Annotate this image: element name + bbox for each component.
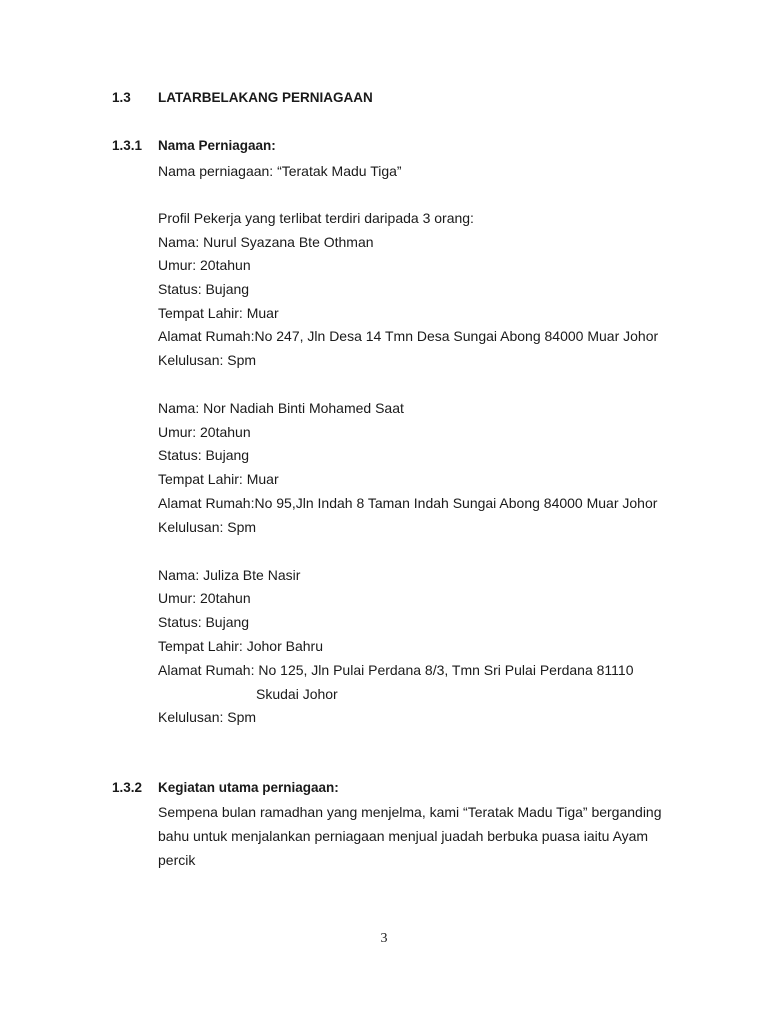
subsection-number-1: 1.3.1 xyxy=(112,138,143,153)
section-title: LATARBELAKANG PERNIAGAAN xyxy=(158,90,373,105)
worker-3-umur: Umur: 20tahun xyxy=(158,590,251,606)
worker-2-alamat: Alamat Rumah:No 95,Jln Indah 8 Taman Indah Sungai Abong 84000 Muar Johor xyxy=(158,495,658,511)
worker-3-status: Status: Bujang xyxy=(158,614,250,630)
worker-1-kelulusan: Kelulusan: Spm xyxy=(158,352,257,368)
worker-3-kelulusan: Kelulusan: Spm xyxy=(158,709,257,725)
worker-1-tempat-lahir: Tempat Lahir: Muar xyxy=(158,305,279,321)
worker-1-umur: Umur: 20tahun xyxy=(158,257,251,273)
worker-2-tempat-lahir: Tempat Lahir: Muar xyxy=(158,471,279,487)
worker-1-status: Status: Bujang xyxy=(158,281,250,297)
activity-paragraph-line-2: bahu untuk menjalankan perniagaan menjual juadah berbuka puasa iaitu Ayam xyxy=(158,828,649,844)
subsection-title-1: Nama Perniagaan: xyxy=(158,138,276,153)
worker-3-alamat: Alamat Rumah: No 125, Jln Pulai Perdana 8/3, Tmn Sri Pulai Perdana 81110 xyxy=(158,662,634,678)
worker-1-alamat: Alamat Rumah:No 247, Jln Desa 14 Tmn Desa Sungai Abong 84000 Muar Johor xyxy=(158,328,659,344)
worker-2-kelulusan: Kelulusan: Spm xyxy=(158,519,257,535)
page-number: 3 xyxy=(380,931,388,946)
activity-paragraph-line-1: Sempena bulan ramadhan yang menjelma, kami “Teratak Madu Tiga” berganding xyxy=(158,804,662,820)
worker-2-status: Status: Bujang xyxy=(158,447,250,463)
worker-2-nama: Nama: Nor Nadiah Binti Mohamed Saat xyxy=(158,400,404,416)
subsection-title-2: Kegiatan utama perniagaan: xyxy=(158,780,339,795)
profile-intro: Profil Pekerja yang terlibat terdiri daripada 3 orang: xyxy=(158,210,474,226)
section-number: 1.3 xyxy=(112,90,131,105)
worker-1-nama: Nama: Nurul Syazana Bte Othman xyxy=(158,234,374,250)
activity-paragraph-line-3: percik xyxy=(158,852,196,868)
worker-3-nama: Nama: Juliza Bte Nasir xyxy=(158,567,301,583)
worker-2-umur: Umur: 20tahun xyxy=(158,424,251,440)
subsection-number-2: 1.3.2 xyxy=(112,780,143,795)
business-name-line: Nama perniagaan: “Teratak Madu Tiga” xyxy=(158,163,402,179)
worker-3-tempat-lahir: Tempat Lahir: Johor Bahru xyxy=(158,638,323,654)
worker-3-alamat-continued: Skudai Johor xyxy=(256,686,338,702)
